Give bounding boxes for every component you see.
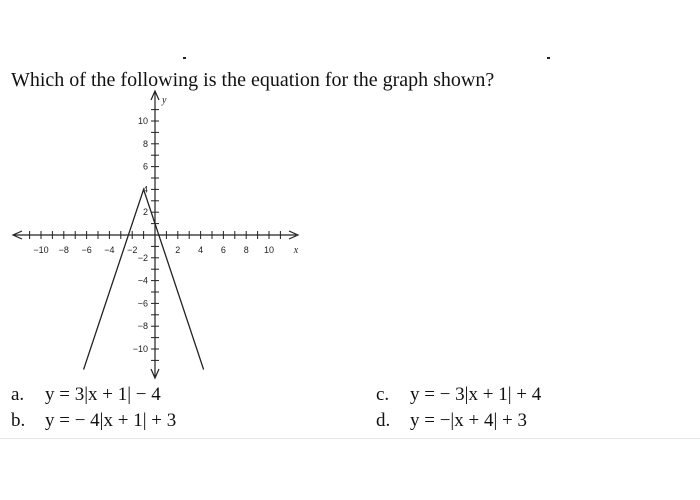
x-tick-label: 10 [263,245,275,255]
y-axis-label: y [162,95,167,106]
x-tick-label: −6 [81,245,92,255]
y-tick-label: 10 [137,116,148,126]
x-tick-label: −8 [58,245,69,255]
choice-equation: y = 3|x + 1| − 4 [45,384,161,405]
y-tick-label: 6 [142,161,148,172]
y-tick-label: 4 [142,184,148,195]
choice-c[interactable] [376,384,541,406]
x-axis-label: x [293,245,299,256]
x-tick-label: −10 [33,245,49,255]
y-tick-label: −10 [132,344,148,354]
x-tick-label: 8 [243,245,249,255]
choice-equation: y = − 4|x + 1| + 3 [45,410,177,431]
y-tick-label: −6 [137,298,148,309]
x-tick-label: 6 [220,245,226,255]
y-tick-label: 8 [142,138,148,149]
x-tick-label: −2 [127,245,138,255]
y-tick-label: −8 [137,321,148,332]
choice-letter: d. [376,410,391,431]
choice-letter: c. [376,384,390,405]
divider [0,438,700,439]
choice-letter: b. [11,410,26,431]
x-tick-label: 2 [175,245,181,255]
choice-b[interactable] [11,410,176,432]
y-tick-label: −4 [137,275,148,286]
y-tick-label: 2 [142,207,148,218]
question-text: Which of the following is the equation for the graph shown? [11,69,495,91]
x-tick-label: −4 [104,245,115,255]
y-tick-label: −2 [137,252,148,263]
choice-a[interactable] [11,384,161,406]
choice-equation: y = − 3|x + 1| + 4 [410,384,542,405]
choice-equation: y = −|x + 4| + 3 [410,410,527,431]
choice-letter: a. [11,384,25,405]
x-tick-label: 4 [198,245,204,255]
choice-d[interactable] [376,410,527,432]
